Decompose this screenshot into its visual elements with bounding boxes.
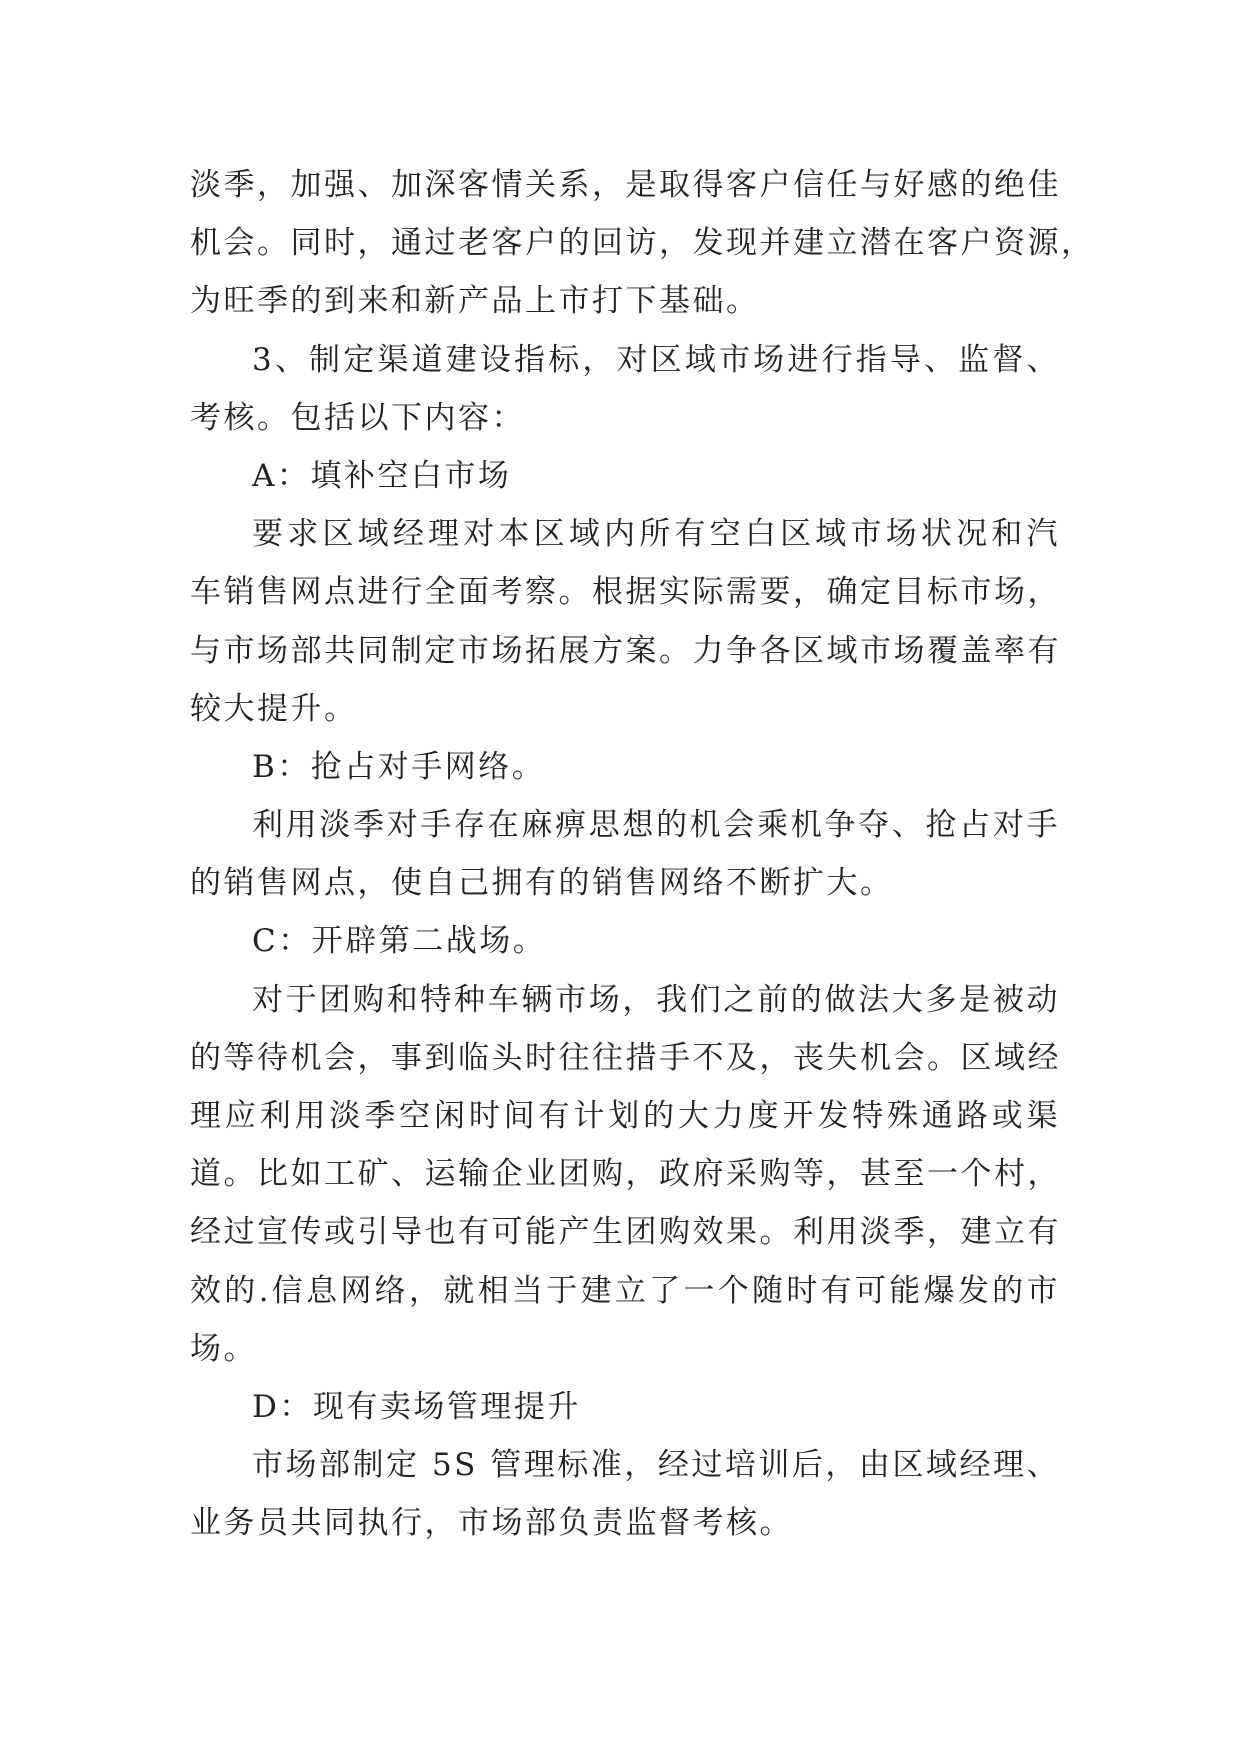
text-line: 理应利用淡季空闲时间有计划的大力度开发特殊通路或渠 [190,1098,1060,1134]
text-line: 的等待机会，事到临头时往往措手不及，丧失机会。区域经 [190,1039,1061,1076]
text-line: 为旺季的到来和新产品上市打下基础。 [190,283,760,320]
text-line: 与市场部共同制定市场拓展方案。力争各区域市场覆盖率有 [190,632,1061,669]
text-line: 3、制定渠道建设指标，对区域市场进行指导、监督、 [252,341,1060,378]
text-line: 的销售网点，使自己拥有的销售网络不断扩大。 [190,865,894,902]
text-line: 场。 [190,1330,257,1367]
text-line: 车销售网点进行全面考察。根据实际需要，确定目标市场， [190,574,1061,611]
section-heading: A：填补空白市场 [252,457,512,494]
text-line: 对于团购和特种车辆市场，我们之前的做法大多是被动 [252,981,1060,1018]
section-heading: D：现有卖场管理提升 [252,1388,581,1425]
text-line: 较大提升。 [190,690,358,727]
body-text [190,156,1095,1553]
text-line: 效的.信息网络，就相当于建立了一个随时有可能爆发的市 [190,1272,1060,1309]
section-heading: B：抢占对手网络。 [252,748,546,785]
text-line: 市场部制定 5S 管理标准，经过培训后，由区域经理、 [252,1447,1060,1484]
text-line: 淡季，加强、加深客情关系，是取得客户信任与好感的绝佳 [190,167,1061,203]
text-line: 道。比如工矿、运输企业团购，政府采购等，甚至一个村， [190,1156,1061,1193]
text-line: 要求区域经理对本区域内所有空白区域市场状况和汽 [252,516,1060,553]
text-line: 利用淡季对手存在麻痹思想的机会乘机争夺、抢占对手 [252,807,1060,844]
section-heading: C：开辟第二战场。 [252,923,547,960]
text-line: 机会。同时，通过老客户的回访，发现并建立潜在客户资源， [190,225,1095,262]
text-line: 经过宣传或引导也有可能产生团购效果。利用淡季，建立有 [190,1214,1061,1251]
text-line: 考核。包括以下内容： [190,399,525,436]
text-line: 业务员共同执行，市场部负责监督考核。 [190,1505,793,1542]
